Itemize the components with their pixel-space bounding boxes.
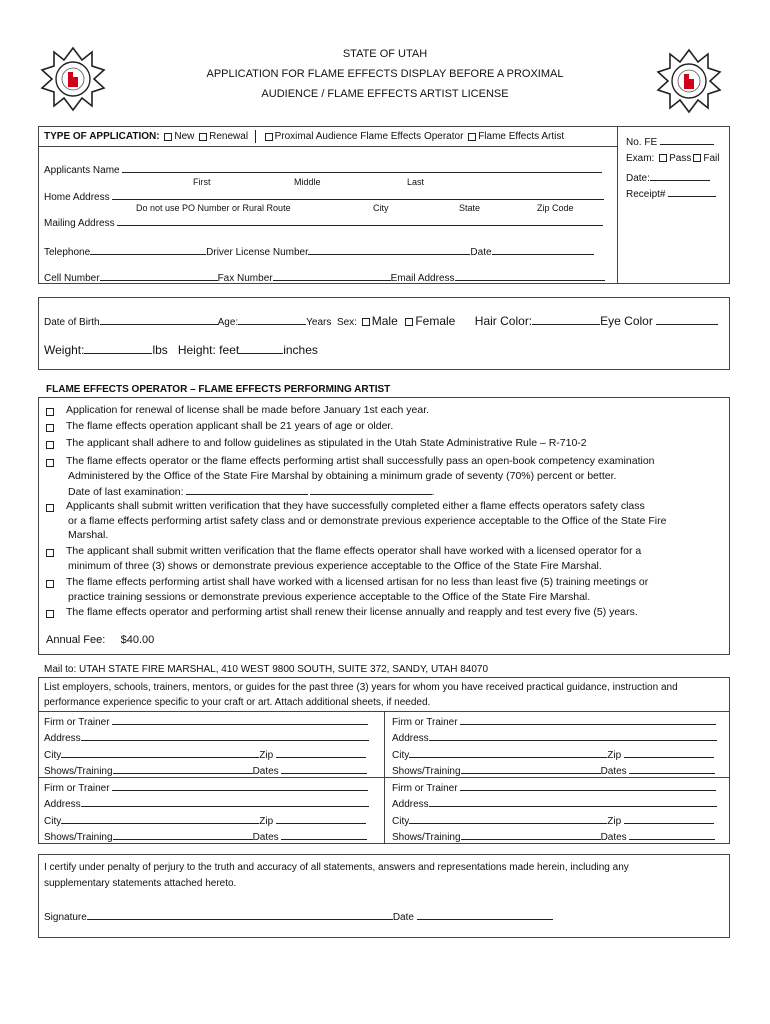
requirements-title: FLAME EFFECTS OPERATOR – FLAME EFFECTS PERFORMING ARTIST [46, 384, 391, 395]
requirement-text: Applicants shall submit written verification that they have successfully completed either a flame effects operators safety class [66, 500, 645, 512]
shows-training-field[interactable]: Shows/Training Dates [44, 763, 367, 777]
shows-training-field[interactable]: Shows/Training Dates [44, 829, 367, 843]
office-use-section [617, 126, 730, 284]
firm-or-trainer-field[interactable]: Firm or Trainer [44, 780, 368, 794]
state-caption: State [459, 203, 481, 213]
requirement-text: practice training sessions or demonstrate previous experience acceptable to the Office of the State Fire Marshal. [68, 590, 591, 603]
firm-or-trainer-field[interactable]: Firm or Trainer [44, 714, 368, 728]
firm-or-trainer-field[interactable]: Firm or Trainer [392, 714, 716, 728]
address-field[interactable]: Address [44, 796, 369, 810]
renewal-checkbox[interactable] [199, 133, 207, 141]
zip-code-caption: Zip Code [537, 203, 574, 213]
fire-marshal-seal-icon-left [40, 46, 106, 112]
requirement-text: The applicant shall adhere to and follow guidelines as stipulated in the Utah State Administrative Rule – R-710-2 [66, 437, 587, 449]
applicant-section [38, 126, 618, 284]
signature-row[interactable]: Signature Date [44, 909, 553, 923]
requirement-text: The flame effects performing artist shall have worked with a licensed artisan for no less than least five (5) training meetings or [66, 576, 649, 588]
requirement-text: minimum of three (3) shows or demonstrate previous experience acceptable to the Office of the State Fire Marshal. [68, 559, 602, 572]
home-address-field[interactable]: Home Address [44, 189, 604, 203]
fail-checkbox[interactable] [693, 154, 701, 162]
telephone-row[interactable]: Telephone Driver License Number Date [44, 244, 594, 258]
address-field[interactable]: Address [44, 730, 369, 744]
requirement-text: The flame effects operator or the flame effects performing artist shall successfully pass an open-book competency examination [66, 455, 655, 467]
male-checkbox[interactable] [362, 318, 370, 326]
certify-text-line1: I certify under penalty of perjury to the truth and accuracy of all statements, answers and representations made herein, including any [44, 862, 629, 873]
pass-checkbox[interactable] [659, 154, 667, 162]
fire-marshal-seal-icon-right [656, 48, 722, 114]
mail-to-address: Mail to: UTAH STATE FIRE MARSHAL, 410 WEST 9800 SOUTH, SUITE 372, SANDY, UTAH 84070 [44, 664, 489, 675]
mailing-address-field[interactable]: Mailing Address [44, 215, 603, 229]
middle-name-caption: Middle [294, 177, 321, 187]
requirement-text: The applicant shall submit written verification that the flame effects operator shall have worked with a licensed operator for a [66, 545, 642, 557]
requirement-text: The flame effects operation applicant shall be 21 years of age or older. [66, 420, 394, 432]
requirement-checkbox[interactable] [46, 441, 54, 449]
requirement-checkbox[interactable] [46, 504, 54, 512]
artist-checkbox[interactable] [468, 133, 476, 141]
exam-row: Exam: Pass Fail [626, 153, 720, 164]
new-checkbox[interactable] [164, 133, 172, 141]
applicants-name-field[interactable]: Applicants Name [44, 162, 602, 176]
operator-checkbox[interactable] [265, 133, 273, 141]
receipt-field[interactable]: Receipt# [626, 186, 716, 200]
requirement-text: The flame effects operator and performing artist shall renew their license annually and reapply and test every five (5) years. [66, 606, 638, 618]
requirement-checkbox[interactable] [46, 580, 54, 588]
city-zip-field[interactable]: City Zip [392, 747, 714, 761]
no-fe-field[interactable]: No. FE [626, 134, 714, 148]
annual-fee-value: $40.00 [120, 634, 155, 646]
type-of-application-row: TYPE OF APPLICATION: New Renewal Proximal Audience Flame Effects Operator Flame Effects Artist [44, 131, 565, 143]
first-name-caption: First [193, 177, 211, 187]
address-field[interactable]: Address [392, 796, 717, 810]
requirement-text: Administered by the Office of the State Fire Marshal by obtaining a minimum grade of seventy (70%) percent or better. [68, 469, 617, 482]
experience-intro-line2: performance experience specific to your craft or art. Attach additional sheets, if needed. [44, 697, 431, 708]
requirement-checkbox[interactable] [46, 459, 54, 467]
header-line1: STATE OF UTAH [342, 48, 428, 60]
cell-row[interactable]: Cell Number Fax Number Email Address [44, 270, 605, 284]
home-address-note: Do not use PO Number or Rural Route [136, 203, 291, 213]
city-caption: City [373, 203, 389, 213]
certify-text-line2: supplementary statements attached hereto. [44, 878, 237, 889]
last-name-caption: Last [407, 177, 425, 187]
address-field[interactable]: Address [392, 730, 717, 744]
header-line3: AUDIENCE / FLAME EFFECTS ARTIST LICENSE [261, 88, 509, 100]
office-date-field[interactable]: Date: [626, 170, 710, 184]
weight-row[interactable]: Weight: lbs Height: feet inches [44, 343, 318, 357]
maltese-cross-icon [658, 50, 720, 112]
header-line2: APPLICATION FOR FLAME EFFECTS DISPLAY BEFORE A PROXIMAL [206, 68, 564, 80]
requirement-checkbox[interactable] [46, 408, 54, 416]
requirement-text: Application for renewal of license shall be made before January 1st each year. [66, 404, 430, 416]
requirement-checkbox[interactable] [46, 610, 54, 618]
firm-or-trainer-field[interactable]: Firm or Trainer [392, 780, 716, 794]
requirement-checkbox[interactable] [46, 424, 54, 432]
dob-row[interactable]: Date of Birth Age: Years Sex: Male Female Hair Color: Eye Color [44, 314, 718, 328]
personal-info-section [38, 297, 730, 370]
type-of-application-label: TYPE OF APPLICATION: [44, 131, 160, 143]
annual-fee-row: Annual Fee: $40.00 [46, 634, 155, 646]
requirement-text: Marshal. [68, 529, 109, 541]
requirement-text: Date of last examination: . [68, 486, 435, 498]
requirement-text: or a flame effects performing artist safety class and or demonstrate previous experience acceptable to the Office of the State Fire [68, 514, 667, 527]
experience-intro-line1: List employers, schools, trainers, mentors, or guides for the past three (3) years for whom you have received practical guidance, instruction and [44, 682, 678, 693]
maltese-cross-icon [42, 48, 104, 110]
requirement-checkbox[interactable] [46, 549, 54, 557]
city-zip-field[interactable]: City Zip [392, 813, 714, 827]
shows-training-field[interactable]: Shows/Training Dates [392, 763, 715, 777]
female-checkbox[interactable] [405, 318, 413, 326]
city-zip-field[interactable]: City Zip [44, 747, 366, 761]
city-zip-field[interactable]: City Zip [44, 813, 366, 827]
shows-training-field[interactable]: Shows/Training Dates [392, 829, 715, 843]
